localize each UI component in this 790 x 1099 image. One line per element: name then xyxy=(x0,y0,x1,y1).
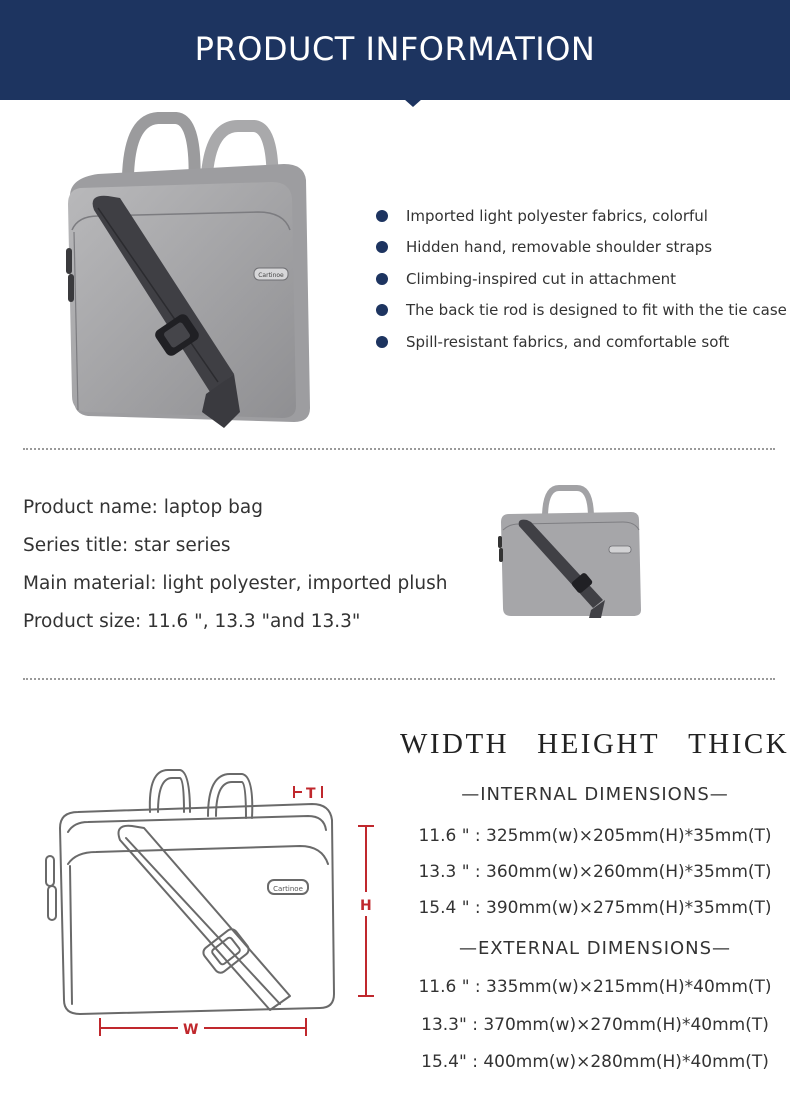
external-dimension-row: 15.4" : 400mm(w)×280mm(H)*40mm(T) xyxy=(421,1052,769,1072)
feature-item: Climbing-inspired cut in attachment xyxy=(376,263,787,295)
bullet-dot-icon xyxy=(376,241,388,253)
page-title: PRODUCT INFORMATION xyxy=(194,30,596,68)
width-label: W xyxy=(183,1022,199,1038)
bullet-dot-icon xyxy=(376,273,388,285)
laptop-bag-thumbnail xyxy=(497,484,643,619)
internal-dimensions-title: —INTERNAL DIMENSIONS— xyxy=(461,784,729,805)
height-label: H xyxy=(360,898,372,914)
product-specs xyxy=(23,494,448,646)
laptop-bag-image xyxy=(58,112,326,428)
bullet-dot-icon xyxy=(376,336,388,348)
feature-item: Hidden hand, removable shoulder straps xyxy=(376,232,787,264)
feature-item: The back tie rod is designed to fit with the tie case xyxy=(376,295,787,327)
dotted-divider xyxy=(23,448,775,450)
spec-product-size: Product size: 11.6 ", 13.3 "and 13.3" xyxy=(23,611,361,632)
feature-item: Imported light polyester fabrics, colorful xyxy=(376,200,787,232)
external-dimension-row: 11.6 " : 335mm(w)×215mm(H)*40mm(T) xyxy=(418,977,772,997)
banner-notch xyxy=(404,99,422,107)
internal-dimension-row: 11.6 " : 325mm(w)×205mm(H)*35mm(T) xyxy=(418,826,772,846)
spec-product-name: Product name: laptop bag xyxy=(23,497,263,518)
svg-text:Cartinoe: Cartinoe xyxy=(273,885,303,893)
external-dimension-row: 13.3" : 370mm(w)×270mm(H)*40mm(T) xyxy=(421,1015,769,1035)
internal-dimension-row: 15.4 " : 390mm(w)×275mm(H)*35mm(T) xyxy=(418,898,772,918)
feature-item: Spill-resistant fabrics, and comfortable soft xyxy=(376,326,787,358)
spec-main-material: Main material: light polyester, imported plush xyxy=(23,573,448,594)
spec-series-title: Series title: star series xyxy=(23,535,231,556)
internal-dimension-row: 13.3 " : 360mm(w)×260mm(H)*35mm(T) xyxy=(418,862,772,882)
external-dimensions-title: —EXTERNAL DIMENSIONS— xyxy=(458,938,732,959)
thickness-label: T xyxy=(306,786,316,802)
bullet-dot-icon xyxy=(376,210,388,222)
brand-badge: Cartinoe xyxy=(258,272,284,279)
bullet-dot-icon xyxy=(376,304,388,316)
dimension-diagram xyxy=(40,760,385,1060)
dotted-divider xyxy=(23,678,775,680)
dimensions-heading: WIDTH HEIGHT THICK xyxy=(400,728,790,760)
header-banner xyxy=(0,0,790,100)
feature-list xyxy=(376,200,787,358)
